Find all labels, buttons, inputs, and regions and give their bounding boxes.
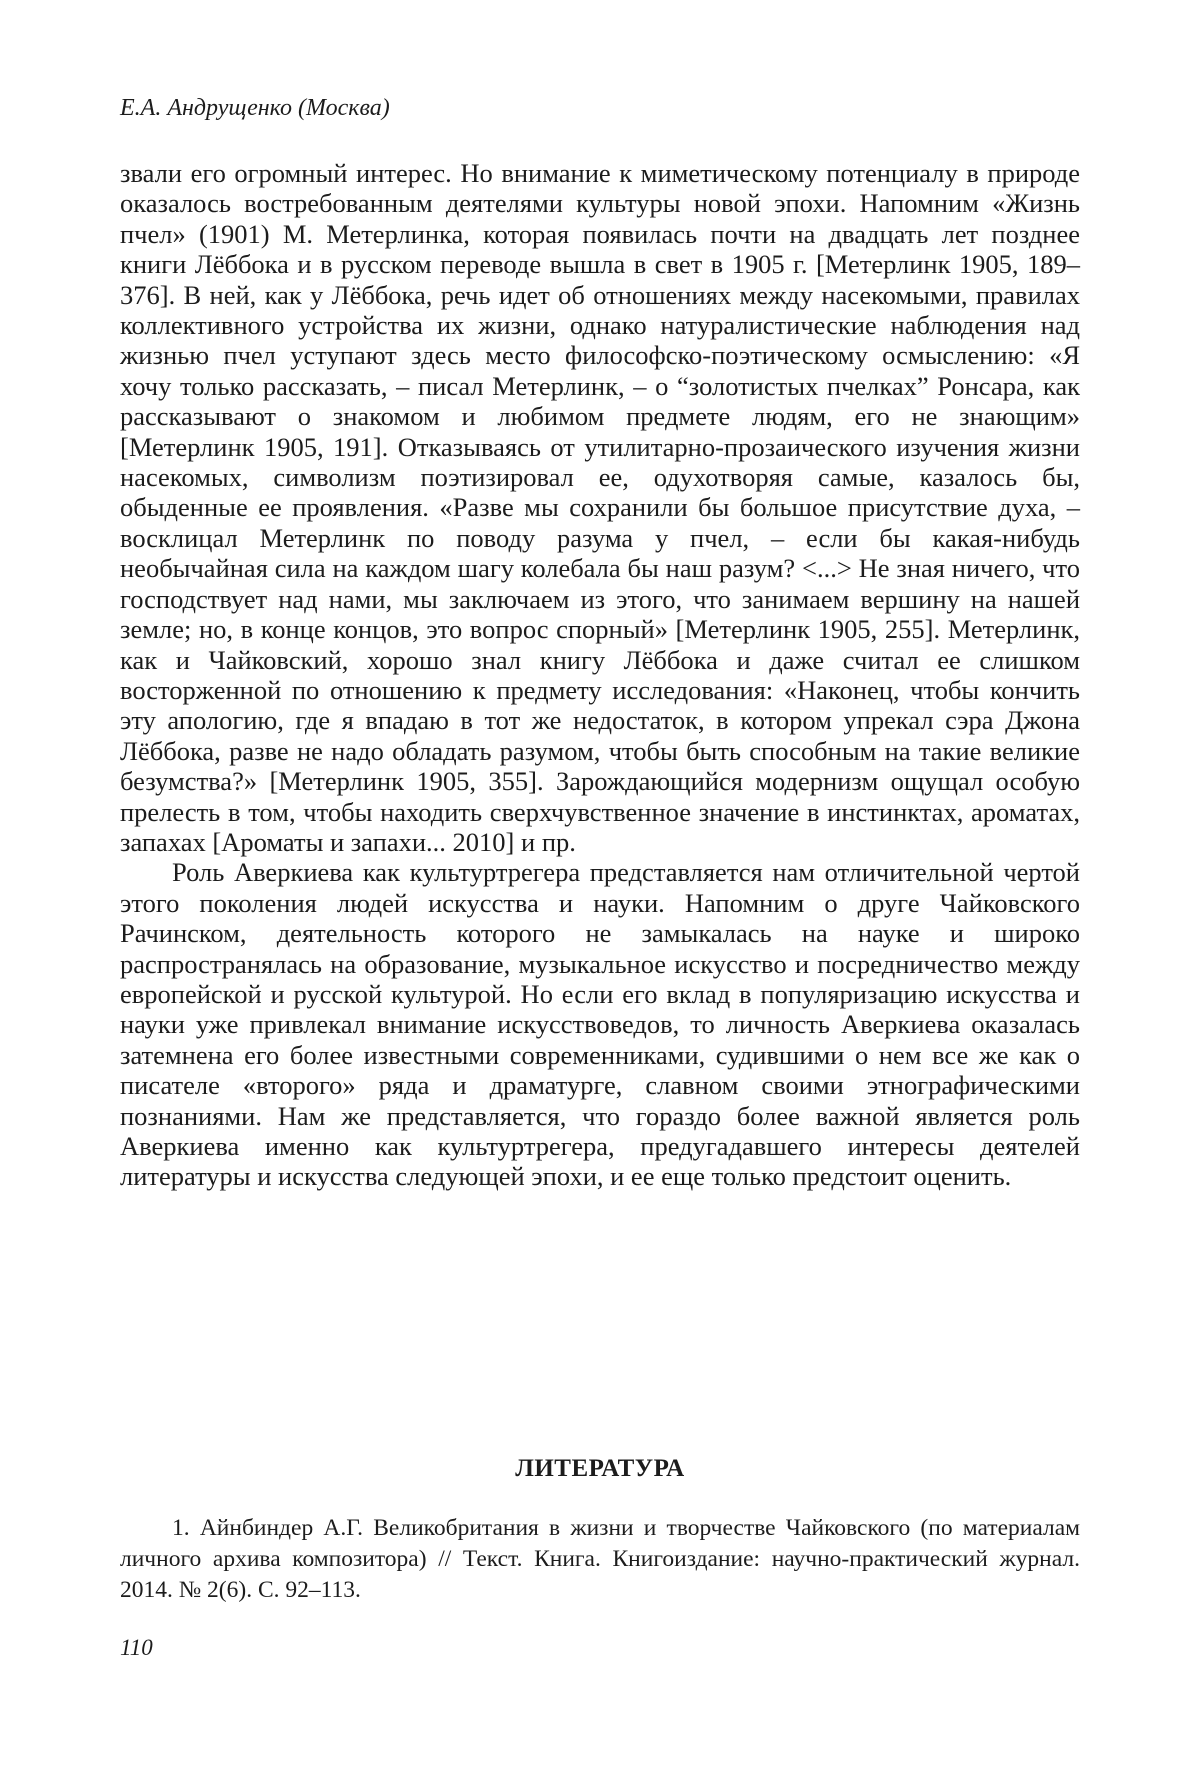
body-text [120,158,1080,1192]
page-number: 110 [120,1635,153,1660]
references-heading: ЛИТЕРАТУРА [515,1455,685,1482]
reference-item-1: 1. Айнбиндер А.Г. Великобритания в жизни и творчестве Чайковского (по материалам личного архива композитора) // Текст. Книга. Книгоиздание: научно-практический журнал. 2014. № 2(6). С. 92–113. [120,1515,1080,1603]
body-paragraph-1: звали его огромный интерес. Но внимание к миметическому потенциалу в природе оказалось востребованным деятелями культуры новой эпохи. Напомним «Жизнь пчел» (1901) М. Метерлинка, которая появилась почти на двадцать лет позднее книги Лёббока и в русском переводе вышла в свет в 1905 г. [Метерлинк 1905, 189–376]. В ней, как у Лёббока, речь идет об отношениях между насекомыми, правилах коллективного устройства их жизни, однако натуралистические наблюдения над жизнью пчел уступают здесь место философско-поэтическому осмыслению: «Я хочу только рассказать, – писал Метерлинк, – о “золотистых пчелках” Ронсара, как рассказывают о знакомом и любимом предмете людям, его не знающим» [Метерлинк 1905, 191]. Отказываясь от утилитарно-прозаического изучения жизни насекомых, символизм поэтизировал ее, одухотворяя самые, казалось бы, обыденные ее проявления. «Разве мы сохранили бы большое присутствие духа, – восклицал Метерлинк по поводу разума у пчел, – если бы какая-нибудь необычайная сила на каждом шагу колебала бы наш разум? <...> Не зная ничего, что господствует над нами, мы заключаем из этого, что занимаем вершину на нашей земле; но, в конце концов, это вопрос спорный» [Метерлинк 1905, 255]. Метерлинк, как и Чайковский, хорошо знал книгу Лёббока и даже считал ее слишком восторженной по отношению к предмету исследования: «Наконец, чтобы кончить эту апологию, где я впадаю в тот же недостаток, в котором упрекал сэра Джона Лёббока, разве не надо обладать разумом, чтобы быть способным на такие великие безумства?» [Метерлинк 1905, 355]. Зарождающийся модернизм ощущал особую прелесть в том, чтобы находить сверхчувственное значение в инстинктах, ароматах, запахах [Ароматы и запахи... 2010] и пр. [120,158,1080,857]
running-header: Е.А. Андрущенко (Москва) [120,95,390,121]
body-paragraph-2: Роль Аверкиева как культуртрегера представляется нам отличительной чертой этого поколения людей искусства и науки. Напомним о друге Чайковского Рачинском, деятельность которого не замыкалась на науке и широко распространялась на образование, музыкальное искусство и посредничество между европейской и русской культурой. Но если его вклад в популяризацию искусства и науки уже привлекал внимание искусствоведов, то личность Аверкиева оказалась затемнена его более известными современниками, судившими о нем все же как о писателе «второго» ряда и драматурге, славном своими этнографическими познаниями. Нам же представляется, что гораздо более важной является роль Аверкиева именно как культуртрегера, предугадавшего интересы деятелей литературы и искусства следующей эпохи, и ее еще только предстоит оценить. [120,857,1080,1192]
references-list [120,1513,1080,1606]
